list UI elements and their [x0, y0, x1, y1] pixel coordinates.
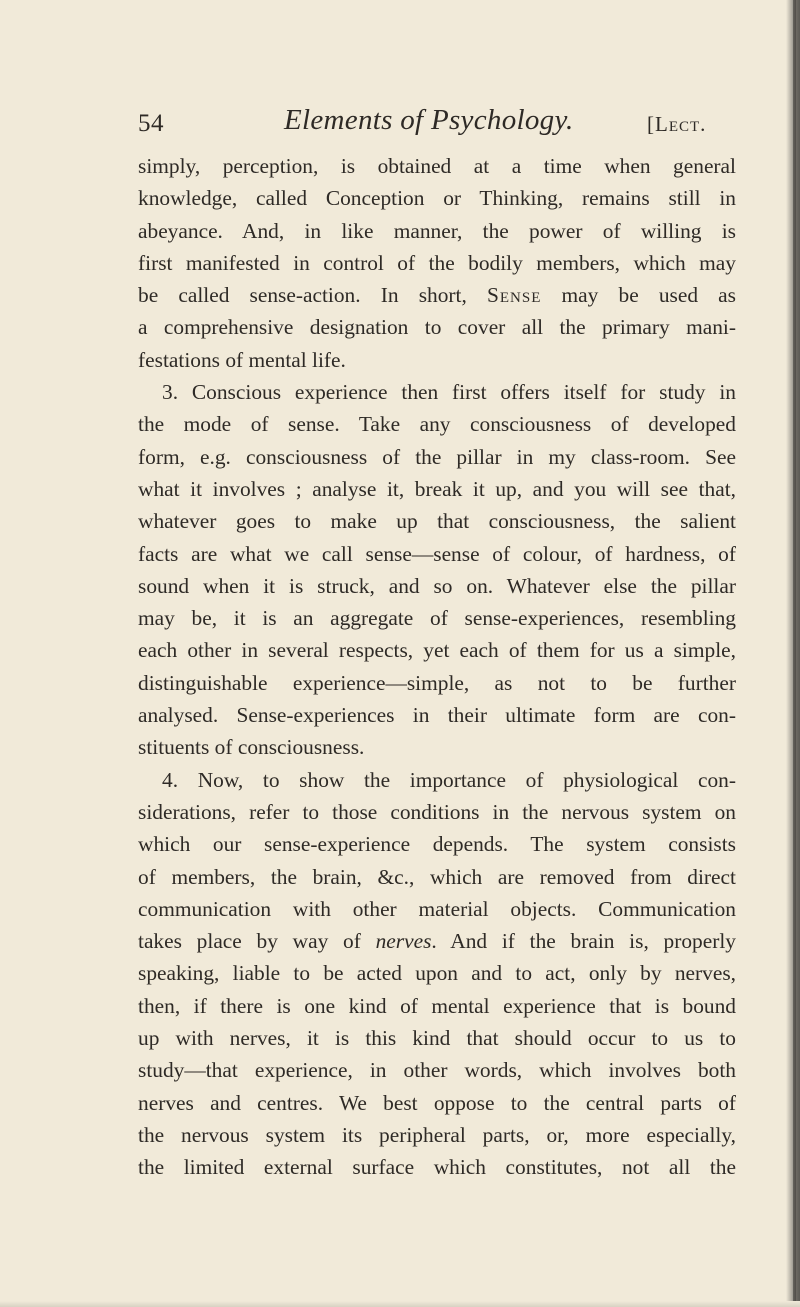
text-line: a comprehensive designation to cover all the primary mani- — [138, 315, 736, 340]
text-line: each other in several respects, yet each of them for us a simple, — [138, 638, 736, 663]
text-line: nerves and centres. We best oppose to the central parts of — [138, 1090, 736, 1115]
text-line: analysed. Sense-experiences in their ultimate form are con- — [138, 703, 736, 728]
body-text — [138, 150, 736, 1184]
text-line: then, if there is one kind of mental experience that is bound — [138, 993, 736, 1018]
text-line: distinguishable experience—simple, as not to be further — [138, 670, 736, 695]
page-number: 54 — [138, 110, 164, 137]
text-line: festations of mental life. — [138, 347, 346, 372]
text-line: first manifested in control of the bodily members, which may — [138, 250, 736, 275]
section-mark: [Lect. — [647, 112, 707, 136]
text-line: sound when it is struck, and so on. Whatever else the pillar — [138, 573, 736, 598]
text-line: the mode of sense. Take any consciousness of developed — [138, 412, 736, 437]
text-line: study—that experience, in other words, which involves both — [138, 1058, 736, 1083]
text-fragment: be called sense-action. In short, — [138, 283, 487, 308]
text-line: knowledge, called Conception or Thinking, remains still in — [138, 186, 736, 211]
italic-term: nerves — [375, 929, 432, 954]
page-gutter-line — [793, 0, 796, 1307]
text-fragment: may be used as — [541, 283, 736, 308]
text-line: communication with other material objects. Communication — [138, 896, 736, 921]
text-line: speaking, liable to be acted upon and to act, only by nerves, — [138, 961, 736, 986]
text-line: form, e.g. consciousness of the pillar in my class-room. See — [138, 444, 736, 469]
text-line: abeyance. And, in like manner, the power of willing is — [138, 218, 736, 243]
text-line: siderations, refer to those conditions in the nervous system on — [138, 799, 736, 824]
text-line: of members, the brain, &c., which are removed from direct — [138, 864, 736, 889]
small-caps-term: Sense — [486, 283, 542, 308]
text-line — [138, 279, 736, 311]
running-header — [138, 104, 738, 144]
text-line: whatever goes to make up that consciousness, the salient — [138, 509, 736, 534]
text-line: which our sense-experience depends. The system consists — [138, 832, 736, 857]
text-line: stituents of consciousness. — [138, 735, 365, 760]
paragraph-4-start: 4. Now, to show the importance of physiological con- — [162, 767, 736, 792]
running-title: Elements of Psychology. — [284, 104, 574, 136]
text-line: the nervous system its peripheral parts, or, more especially, — [138, 1122, 736, 1147]
page-bottom-edge — [0, 1301, 800, 1307]
text-line: up with nerves, it is this kind that should occur to us to — [138, 1026, 736, 1051]
text-fragment: takes place by way of — [138, 929, 376, 954]
text-line: what it involves ; analyse it, break it up, and you will see that, — [138, 476, 736, 501]
text-line: facts are what we call sense—sense of colour, of hardness, of — [138, 541, 736, 566]
text-fragment: . And if the brain is, properly — [431, 929, 736, 954]
text-line — [138, 925, 736, 957]
text-line: simply, perception, is obtained at a time when general — [138, 154, 736, 178]
text-line: may be, it is an aggregate of sense-experiences, resembling — [138, 606, 736, 631]
paragraph-3-start: 3. Conscious experience then first offers itself for study in — [162, 380, 736, 405]
text-line: the limited external surface which constitutes, not all the — [138, 1155, 736, 1180]
